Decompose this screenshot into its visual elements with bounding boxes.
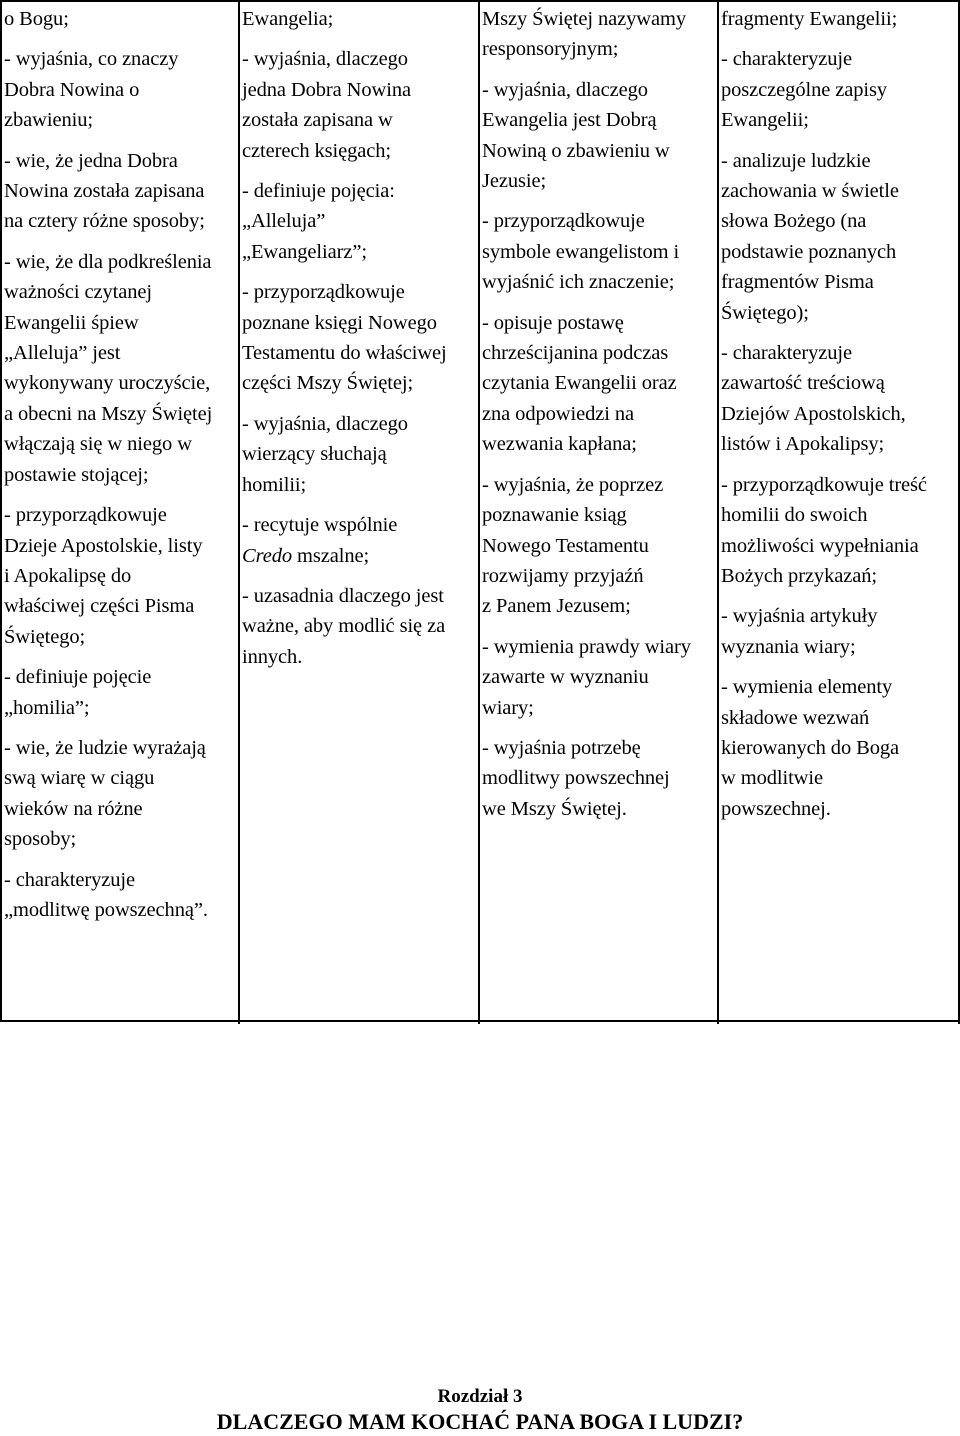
text-line: - recytuje wspólnie xyxy=(242,514,398,537)
text-line: składowe wezwań xyxy=(721,706,870,729)
text-line: swą wiarę w ciągu xyxy=(4,767,155,790)
text-line: Świętego); xyxy=(721,301,809,324)
requirement-item xyxy=(721,4,957,34)
text-line: - charakteryzuje xyxy=(721,342,852,365)
block-spacer xyxy=(721,460,957,470)
text-line: zawarte w wyznaniu xyxy=(482,666,649,689)
requirement-item xyxy=(4,733,236,855)
text-line: - wie, że ludzie wyrażają xyxy=(4,736,206,759)
requirement-item xyxy=(242,277,474,399)
text-line: - wyjaśnia, że poprzez xyxy=(482,473,664,496)
text-line: części Mszy Świętej; xyxy=(242,372,414,395)
text-line: - wymienia elementy xyxy=(721,676,893,699)
text-line: wykonywany uroczyście, xyxy=(4,372,211,395)
block-spacer xyxy=(482,723,714,733)
requirement-item xyxy=(4,247,236,490)
block-spacer xyxy=(4,490,236,500)
text-line: listów i Apokalipsy; xyxy=(721,433,885,456)
text-line: - wyjaśnia potrzebę xyxy=(482,736,641,759)
text-line: poszczególne zapisy xyxy=(721,78,888,101)
text-line: Ewangelia jest Dobrą xyxy=(482,109,657,132)
text-line: - wyjaśnia, dlaczego xyxy=(242,412,408,435)
text-line: fragmenty Ewangelii; xyxy=(721,8,898,30)
text-line: słowa Bożego (na xyxy=(721,210,867,233)
text-line: - wyjaśnia artykuły xyxy=(721,605,878,628)
text-line: wieków na różne xyxy=(4,797,143,820)
chapter-number: Rozdział 3 xyxy=(437,1386,523,1407)
text-line: a obecni na Mszy Świętej xyxy=(4,402,213,425)
requirement-item xyxy=(242,44,474,166)
block-spacer xyxy=(4,34,236,44)
text-line: - definiuje pojęcie xyxy=(4,666,152,689)
column-divider xyxy=(478,2,480,1024)
requirement-item xyxy=(721,470,957,592)
block-spacer xyxy=(482,298,714,308)
text-line: i Apokalipsę do xyxy=(4,564,132,587)
text-line: sposoby; xyxy=(4,828,77,851)
text-line: - przyporządkowuje xyxy=(242,281,405,304)
requirement-item xyxy=(242,409,474,500)
text-line: „Alleluja” jest xyxy=(4,342,121,365)
text-line: Nowina została zapisana xyxy=(4,180,205,203)
text-line: Jezusie; xyxy=(482,170,547,193)
block-spacer xyxy=(242,267,474,277)
requirement-item xyxy=(4,146,236,237)
block-spacer xyxy=(482,622,714,632)
text-line: homilii do swoich xyxy=(721,504,868,527)
text-line: Ewangelii; xyxy=(721,109,809,132)
text-line: fragmentów Pisma xyxy=(721,271,874,294)
text-line: możliwości wypełniania xyxy=(721,534,919,557)
requirement-item xyxy=(482,206,714,297)
block-spacer xyxy=(482,460,714,470)
text-line: Ewangelii śpiew xyxy=(4,311,139,334)
requirement-item xyxy=(721,44,957,135)
block-spacer xyxy=(242,500,474,510)
text-line: zawartość treściową xyxy=(721,372,885,395)
text-line: Dziejów Apostolskich, xyxy=(721,402,906,425)
text-line: „Alleluja” xyxy=(242,210,326,233)
text-line: - wie, że dla podkreślenia xyxy=(4,250,212,273)
text-line: w modlitwie xyxy=(721,767,823,790)
text-line: podstawie poznanych xyxy=(721,240,897,263)
requirement-item xyxy=(721,146,957,328)
block-spacer xyxy=(4,723,236,733)
text-line: Mszy Świętej nazywamy xyxy=(482,8,686,30)
text-line: we Mszy Świętej. xyxy=(482,797,627,820)
requirement-item xyxy=(4,4,236,34)
text-line: - uzasadnia dlaczego jest xyxy=(242,584,444,607)
block-spacer xyxy=(242,34,474,44)
text-line: rozwijamy przyjaźń xyxy=(482,564,644,587)
text-line: poznane księgi Nowego xyxy=(242,311,437,334)
text-line: - wymienia prawdy wiary xyxy=(482,635,691,658)
text-line: Nowego Testamentu xyxy=(482,534,649,557)
text-line: - wyjaśnia, dlaczego xyxy=(242,48,408,71)
chapter-title: DLACZEGO MAM KOCHAĆ PANA BOGA I LUDZI? xyxy=(216,1409,744,1434)
requirement-item xyxy=(482,733,714,824)
block-spacer xyxy=(242,166,474,176)
text-line: innych. xyxy=(242,645,303,668)
requirement-item xyxy=(482,470,714,622)
requirement-item xyxy=(4,865,236,926)
text-line: - przyporządkowuje xyxy=(4,504,167,527)
text-line: powszechnej. xyxy=(721,797,831,820)
block-spacer xyxy=(4,136,236,146)
text-line: Nowiną o zbawieniu w xyxy=(482,139,670,162)
column-divider xyxy=(717,2,719,1024)
text-line: wyjaśnić ich znaczenie; xyxy=(482,271,675,294)
text-line: - przyporządkowuje xyxy=(482,210,645,233)
text-line: czterech księgach; xyxy=(242,139,392,162)
block-spacer xyxy=(482,65,714,75)
text-line: „modlitwę powszechną”. xyxy=(4,898,208,921)
text-line: modlitwy powszechnej xyxy=(482,767,670,790)
text-line: - przyporządkowuje treść xyxy=(721,473,927,496)
text-line: z Panem Jezusem; xyxy=(482,595,631,618)
requirement-item xyxy=(4,44,236,135)
requirement-item xyxy=(242,510,474,571)
requirement-item xyxy=(721,601,957,662)
table-column-2 xyxy=(242,4,474,672)
text-line: na cztery różne sposoby; xyxy=(4,210,205,233)
requirement-item xyxy=(721,672,957,824)
requirement-item xyxy=(4,662,236,723)
text-line: wiary; xyxy=(482,696,534,719)
table-column-4 xyxy=(721,4,957,824)
requirement-item xyxy=(4,500,236,652)
text-line: jedna Dobra Nowina xyxy=(242,78,411,101)
text-line: właściwej części Pisma xyxy=(4,595,195,618)
requirement-item xyxy=(482,4,714,65)
block-spacer xyxy=(721,34,957,44)
text-line: ważne, aby modlić się za xyxy=(242,615,446,638)
text-line: „Ewangeliarz”; xyxy=(242,240,367,263)
text-line: ważności czytanej xyxy=(4,281,152,304)
block-spacer xyxy=(242,571,474,581)
text-line: o Bogu; xyxy=(4,8,69,30)
text-line: Testamentu do właściwej xyxy=(242,342,447,365)
text-line: Świętego; xyxy=(4,625,86,648)
block-spacer xyxy=(721,591,957,601)
text-line: zna odpowiedzi na xyxy=(482,402,634,425)
text-line: Dzieje Apostolskie, listy xyxy=(4,534,203,557)
text-line: zbawieniu; xyxy=(4,109,93,132)
table-column-1 xyxy=(4,4,236,925)
text-line: wierzący słuchają xyxy=(242,443,387,466)
text-line: - analizuje ludzkie xyxy=(721,149,871,172)
text-line: Credo mszalne; xyxy=(242,544,370,567)
text-line: responsoryjnym; xyxy=(482,38,619,61)
block-spacer xyxy=(721,328,957,338)
text-line: Dobra Nowina o xyxy=(4,78,140,101)
text-line: - charakteryzuje xyxy=(4,868,135,891)
text-line: poznawanie ksiąg xyxy=(482,504,627,527)
text-line: kierowanych do Boga xyxy=(721,736,899,759)
block-spacer xyxy=(4,855,236,865)
text-line: homilii; xyxy=(242,473,307,496)
column-divider xyxy=(238,2,240,1024)
text-line: została zapisana w xyxy=(242,109,393,132)
block-spacer xyxy=(721,136,957,146)
text-line: - wyjaśnia, co znaczy xyxy=(4,48,179,71)
text-line: wezwania kapłana; xyxy=(482,433,637,456)
block-spacer xyxy=(242,399,474,409)
text-line: - opisuje postawę xyxy=(482,311,624,334)
text-line: włączają się w niego w xyxy=(4,433,192,456)
text-line: zachowania w świetle xyxy=(721,180,899,203)
text-line: postawie stojącej; xyxy=(4,463,149,486)
requirement-item xyxy=(242,4,474,34)
text-line: Bożych przykazań; xyxy=(721,564,877,587)
requirement-item xyxy=(482,308,714,460)
table-column-3 xyxy=(482,4,714,824)
requirement-item xyxy=(482,632,714,723)
block-spacer xyxy=(721,662,957,672)
text-line: Ewangelia; xyxy=(242,8,334,30)
requirement-item xyxy=(721,338,957,460)
text-line: wyznania wiary; xyxy=(721,635,856,658)
block-spacer xyxy=(4,237,236,247)
requirement-item xyxy=(242,581,474,672)
text-line: chrześcijanina podczas xyxy=(482,342,669,365)
text-line: - wie, że jedna Dobra xyxy=(4,149,178,172)
requirement-item xyxy=(242,176,474,267)
block-spacer xyxy=(4,652,236,662)
block-spacer xyxy=(482,196,714,206)
text-line: symbole ewangelistom i xyxy=(482,240,680,263)
text-line: czytania Ewangelii oraz xyxy=(482,372,677,395)
text-line: - wyjaśnia, dlaczego xyxy=(482,78,648,101)
text-line: „homilia”; xyxy=(4,696,90,719)
text-line: - charakteryzuje xyxy=(721,48,852,71)
text-line: - definiuje pojęcia: xyxy=(242,180,395,203)
requirement-item xyxy=(482,75,714,197)
